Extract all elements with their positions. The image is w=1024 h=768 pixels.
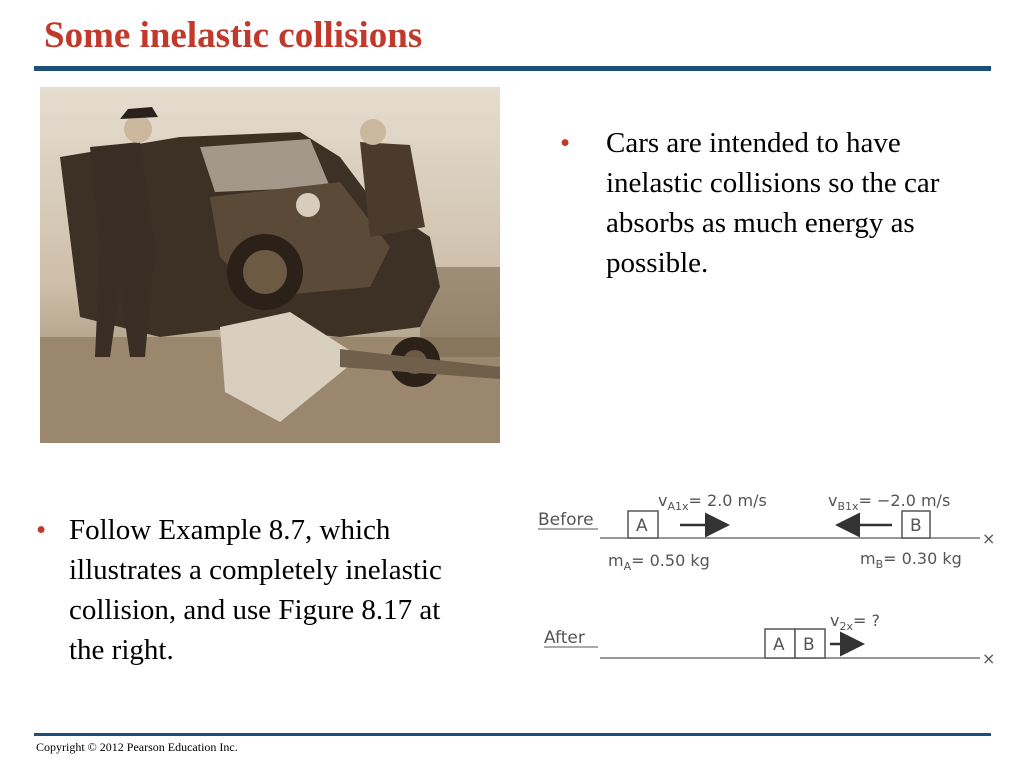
before-label: Before	[538, 510, 594, 530]
copyright-notice: Copyright © 2012 Pearson Education Inc.	[36, 740, 238, 754]
mass-a-label: $m_A= 0.50$ kg	[608, 551, 710, 573]
collision-diagram	[530, 480, 1000, 680]
slide-title: Some inelastic collisions	[44, 15, 423, 56]
after-axis-end: ×	[982, 649, 996, 668]
crashed-car-photo	[40, 87, 500, 443]
block-b-after-label: B	[803, 635, 815, 655]
bullet-marker: •	[560, 127, 571, 159]
bullet-cars-inelastic	[560, 123, 970, 283]
bullet-text: Cars are intended to have inelastic collisions so the car absorbs as much energy as possible.	[606, 127, 940, 279]
bullet-marker: •	[36, 514, 47, 546]
after-label: After	[544, 628, 585, 648]
velocity-a-label: $v_{A1x}= 2.0$ m/s	[658, 491, 767, 513]
before-axis-end: ×	[982, 529, 996, 548]
mass-b-label: $m_B= 0.30$ kg	[860, 549, 962, 571]
velocity-after-label: $v_{2x}=$ ?	[830, 611, 880, 633]
velocity-b-label: $v_{B1x}= -2.0$ m/s	[828, 491, 951, 513]
bullet-text: Follow Example 8.7, which illustrates a completely inelastic collision, and use Figure 8.17 at the right.	[69, 514, 442, 666]
bullet-follow-example	[36, 510, 476, 670]
footer-divider	[34, 733, 991, 736]
block-b-before-label: B	[910, 516, 922, 536]
title-divider	[34, 66, 991, 71]
block-a-after-label: A	[773, 635, 785, 655]
block-a-before-label: A	[636, 516, 648, 536]
